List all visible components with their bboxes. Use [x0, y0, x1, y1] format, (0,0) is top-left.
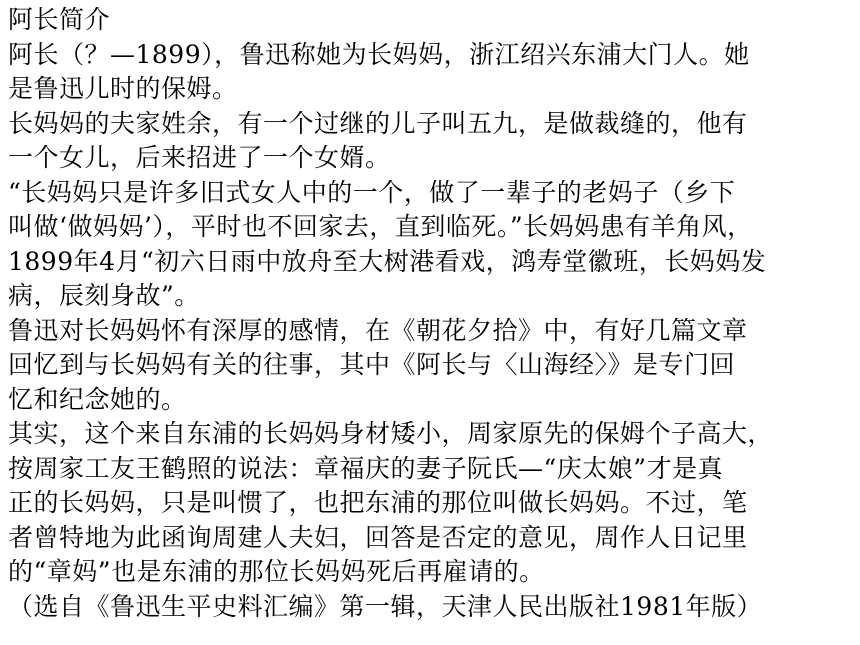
text-line: “长妈妈只是许多旧式女人中的一个，做了一辈子的老妈子（乡下: [8, 178, 736, 207]
text-line: 其实，这个来自东浦的长妈妈身材矮小，周家原先的保姆个子高大，: [8, 419, 774, 448]
text-line: 回忆到与长妈妈有关的往事，其中《阿长与〈山海经〉》是专门回: [8, 350, 736, 379]
text-line: 按周家工友王鹤照的说法：章福庆的妻子阮氏—“庆太娘”才是真: [8, 454, 724, 483]
heading-line: 阿长简介: [8, 5, 111, 34]
text-line: 阿长（？—1899），鲁迅称她为长妈妈，浙江绍兴东浦大门人。她: [8, 40, 750, 69]
text-line: 病，辰刻身故”。: [8, 281, 200, 310]
text-line: 鲁迅对长妈妈怀有深厚的感情，在《朝花夕拾》中，有好几篇文章: [8, 316, 748, 345]
text-line: 忆和纪念她的。: [8, 385, 187, 414]
text-line: 是鲁迅儿时的保姆。: [8, 74, 238, 103]
text-line: 叫做‘做妈妈’），平时也不回家去，直到临死。”长妈妈患有羊角风，: [8, 212, 753, 241]
text-line: 长妈妈的夫家姓余，有一个过继的儿子叫五九，是做裁缝的，他有: [8, 109, 748, 138]
text-line: 1899年4月“初六日雨中放舟至大树港看戏，鸿寿堂徽班，长妈妈发: [8, 247, 767, 276]
text-line: 者曾特地为此函询周建人夫妇，回答是否定的意见，周作人日记里: [8, 523, 748, 552]
source-citation: （选自《鲁迅生平史料汇编》第一辑，天津人民出版社1981年版）: [8, 592, 763, 621]
text-line: 正的长妈妈，只是叫惯了，也把东浦的那位叫做长妈妈。不过，笔: [8, 488, 748, 517]
text-line: 一个女儿，后来招进了一个女婿。: [8, 143, 391, 172]
text-line: 的“章妈”也是东浦的那位长妈妈死后再雇请的。: [8, 557, 545, 586]
